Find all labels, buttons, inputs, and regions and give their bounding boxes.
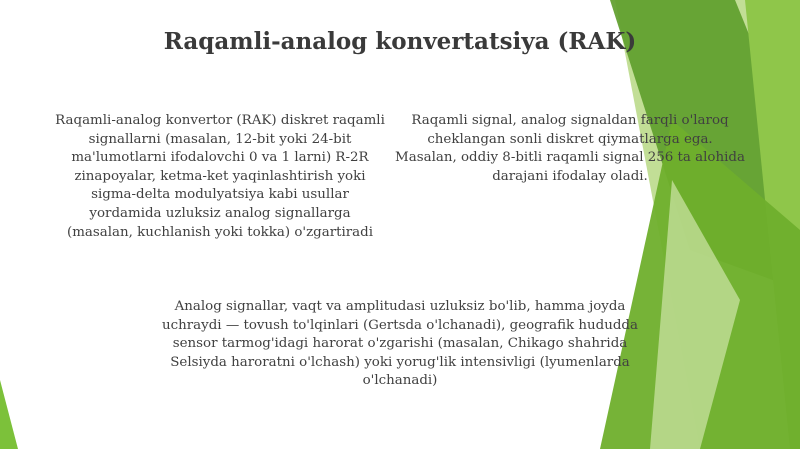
paragraph-digital-signal: Raqamli signal, analog signaldan farqli o'laroq cheklangan sonli diskret qiymatlarga ega. Masalan, oddiy 8-bitli raqamli signal 256 ta alohida darajani ifodalay oladi.	[395, 113, 745, 184]
paragraph-dac-description: Raqamli-analog konvertor (RAK) diskret raqamli signallarni (masalan, 12-bit yoki 24-bit ma'lumotlarni ifodalovchi 0 va 1 larni) R-2R zinapoyalar, ketma-ket yaqinlashtirish yoki sigma-delta modulyatsiya kabi usullar yordamida uzluksiz analog signallarga (masalan, kuchlanish yoki tokka) o'zgartiradi	[55, 113, 385, 240]
paragraph-analog-signal: Analog signallar, vaqt va amplitudasi uzluksiz bo'lib, hamma joyda uchraydi — tovush to'lqinlari (Gertsda o'lchanadi), geografik hududda sensor tarmog'idagi harorat o'zgarishi (masalan, Chikago shahrida Selsiyda haroratni o'lchash) yoki yorug'lik intensivligi (lyumenlarda o'lchanadi)	[162, 299, 638, 389]
slide-title: Raqamli-analog konvertatsiya (RAK)	[163, 28, 637, 55]
green-corner-left	[0, 380, 18, 449]
